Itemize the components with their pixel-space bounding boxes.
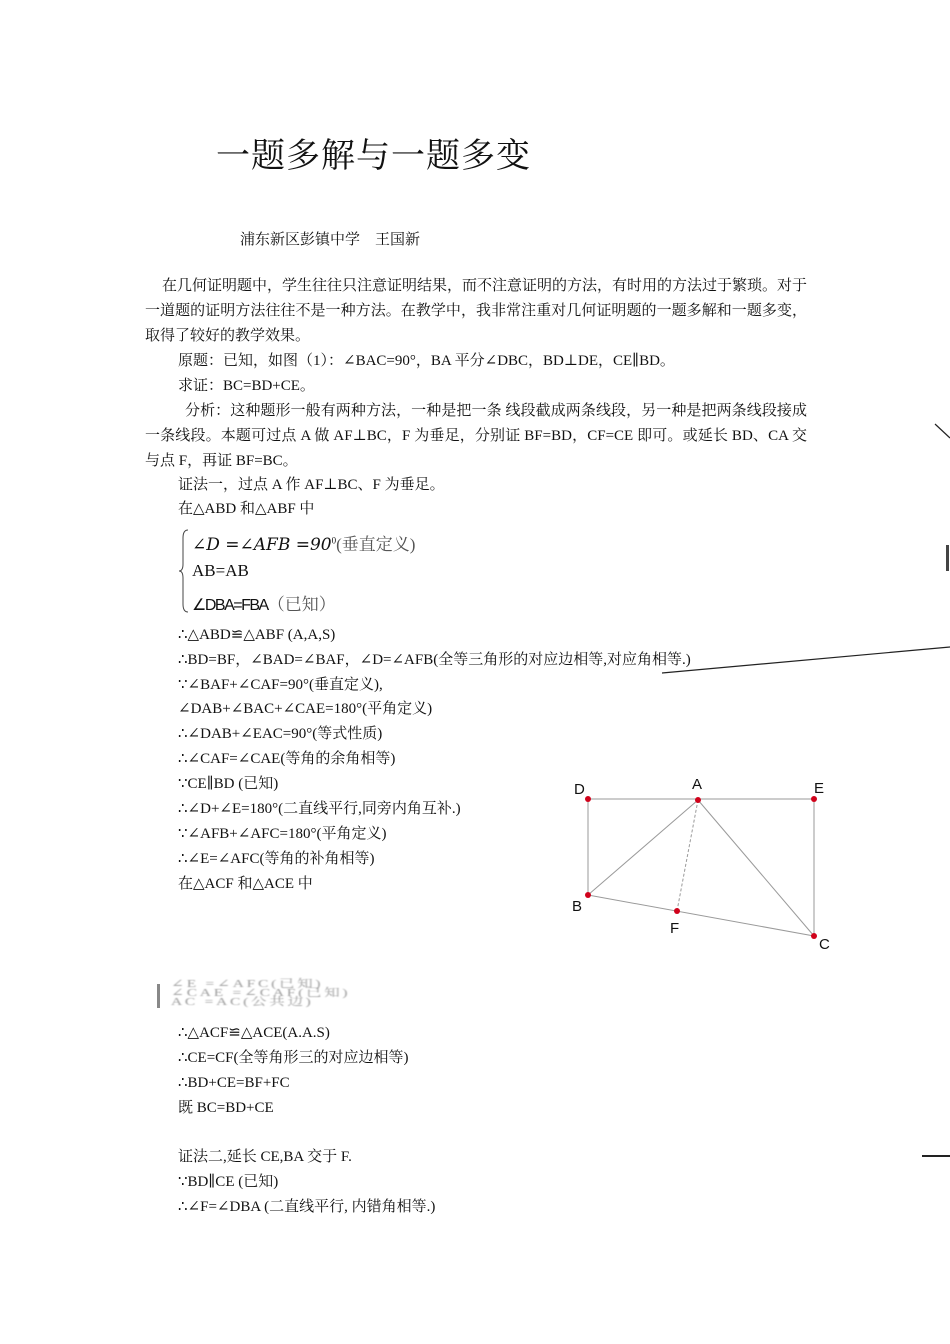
label-f: F xyxy=(670,920,680,937)
system-row-2: AB=AB xyxy=(192,561,249,580)
author-line: 浦东新区彭镇中学 王国新 xyxy=(240,232,421,248)
point-d xyxy=(585,796,591,802)
segment-af xyxy=(677,800,698,911)
blurred-row: ∠E =∠AFC(已知) xyxy=(171,978,324,990)
system-row-1-note: (垂直定义) xyxy=(336,535,416,554)
segment-bc xyxy=(588,895,814,936)
blurred-row: ∠CAE =∠CAF(已知) xyxy=(171,987,351,999)
proof-step: ∴△ABD≌△ABF (A,A,S) xyxy=(178,627,336,643)
proof-step: ∵BD∥CE (已知) xyxy=(178,1174,279,1190)
geometry-figure xyxy=(560,770,840,960)
method2-heading: 证法二,延长 CE,BA 交于 F. xyxy=(178,1149,352,1165)
system-row-1-math: ∠D =∠AFB =90 xyxy=(192,535,332,555)
proof-step: ∵∠AFB+∠AFC=180°(平角定义) xyxy=(178,826,387,842)
proof-step: ∴∠D+∠E=180°(二直线平行,同旁内角互补.) xyxy=(178,801,461,817)
brace-icon xyxy=(178,528,190,614)
analysis-paragraph: 分析：这种题形一般有两种方法，一种是把一条 线段截成两条线段，另一种是把两条线段接成一条线段。本题可过点 A 做 AF⊥BC，F 为垂足，分别证 BF=BD，CF=CE 即可。或延长 BD、CA 交与点 F，再证 BF=BC。 xyxy=(145,403,807,469)
point-b xyxy=(585,892,591,898)
proof-step: ∴CE=CF(全等角形三的对应边相等) xyxy=(178,1050,409,1066)
stray-line xyxy=(660,640,950,676)
method1-heading: 证法一，过点 A 作 AF⊥BC、F 为垂足。 xyxy=(178,477,445,493)
edge-mark-top xyxy=(930,420,950,440)
blurred-brace xyxy=(157,984,160,1008)
segment-ba xyxy=(588,800,698,895)
system-row-3 xyxy=(192,590,336,615)
point-a xyxy=(695,797,701,803)
proof-step: ∴∠DAB+∠EAC=90°(等式性质) xyxy=(178,726,383,742)
proof-step: ∵CE∥BD (已知) xyxy=(178,776,279,792)
point-c xyxy=(811,933,817,939)
proof-step: ∴BD+CE=BF+FC xyxy=(178,1075,290,1091)
label-b: B xyxy=(572,898,583,915)
proof-step: 既 BC=BD+CE xyxy=(178,1100,274,1116)
figure-canvas xyxy=(560,770,840,960)
proof-step: ∴BD=BF，∠BAD=∠BAF，∠D=∠AFB(全等三角形的对应边相等,对应角相等.) xyxy=(178,652,691,668)
proof-step: ∵∠BAF+∠CAF=90°(垂直定义), xyxy=(178,677,383,693)
method1-triangles: 在△ABD 和△ABF 中 xyxy=(178,501,315,517)
intro-paragraph: 在几何证明题中，学生往往只注意证明结果，而不注意证明的方法，有时用的方法过于繁琐。对于一道题的证明方法往往不是一种方法。在教学中，我非常注重对几何证明题的一题多解和一题多变，取得了较好的教学效果。 xyxy=(145,278,808,344)
label-d: D xyxy=(574,781,585,798)
label-e: E xyxy=(814,780,825,797)
prove-statement: 求证：BC=BD+CE。 xyxy=(178,378,315,394)
system-row-1-sup: 0 xyxy=(331,535,337,546)
edge-mark-bottom xyxy=(922,1155,950,1157)
proof-step: ∴∠F=∠DBA (二直线平行, 内错角相等.) xyxy=(178,1199,436,1215)
label-c: C xyxy=(819,936,830,953)
document-title: 一题多解与一题多变 xyxy=(216,136,531,176)
system-row-1 xyxy=(192,530,415,555)
problem-statement: 原题：已知，如图（1）：∠BAC=90°，BA 平分∠DBC，BD⊥DE，CE∥BD。 xyxy=(178,353,675,369)
system-row-3-note: （已知） xyxy=(267,595,336,614)
system-row-3-math: ∠DBA=FBA xyxy=(192,597,268,614)
proof-step: 在△ACF 和△ACE 中 xyxy=(178,876,313,892)
point-f xyxy=(674,908,680,914)
proof-step: ∴∠CAF=∠CAE(等角的余角相等) xyxy=(178,751,396,767)
proof-step: ∴∠E=∠AFC(等角的补角相等) xyxy=(178,851,375,867)
blurred-equation-block xyxy=(157,978,597,1012)
edge-mark-bar xyxy=(946,545,949,571)
proof-step: ∠DAB+∠BAC+∠CAE=180°(平角定义) xyxy=(178,701,433,717)
equation-system xyxy=(178,528,498,616)
label-a: A xyxy=(692,776,703,793)
proof-step: ∴△ACF≌△ACE(A.A.S) xyxy=(178,1025,330,1041)
blurred-row: AC =AC(公共边) xyxy=(171,996,314,1008)
segment-ac xyxy=(698,800,814,936)
